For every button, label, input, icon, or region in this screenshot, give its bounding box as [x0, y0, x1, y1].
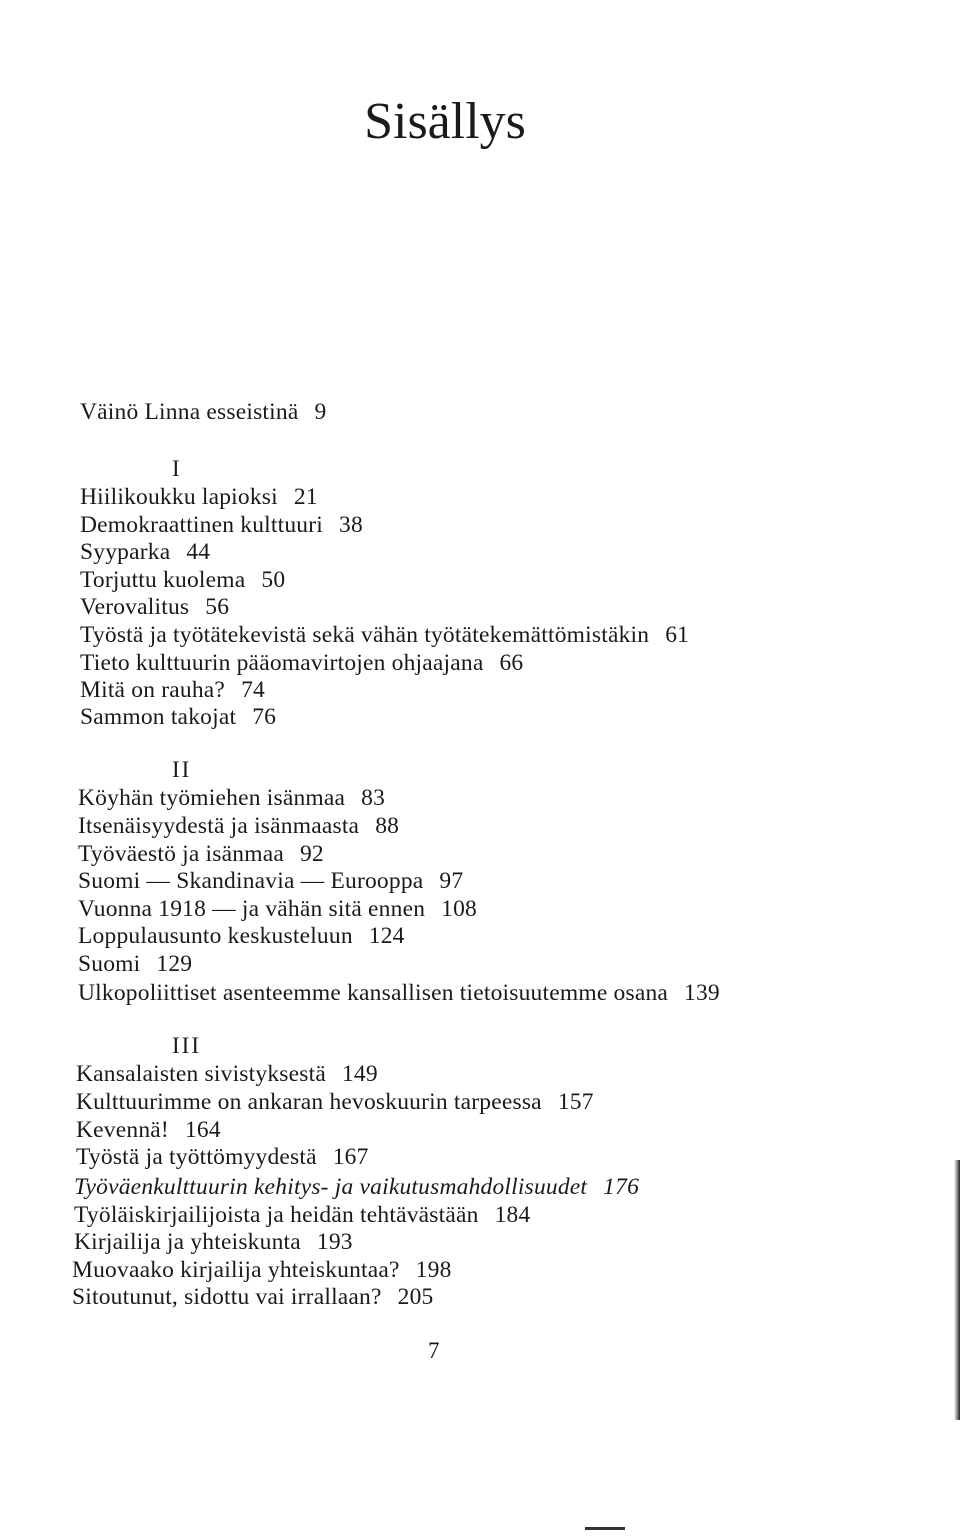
toc-entry-page: 88	[375, 813, 400, 839]
toc-entry-title: Suomi	[78, 951, 141, 977]
toc-entry-title: Työläiskirjailijoista ja heidän tehtävästään	[74, 1202, 479, 1228]
toc-entry	[80, 538, 210, 566]
toc-entry	[80, 703, 276, 731]
page-title: Sisällys	[364, 93, 526, 150]
toc-entry-page: 83	[361, 785, 386, 811]
toc-entry-page: 56	[205, 594, 230, 620]
toc-entry-page: 139	[684, 980, 720, 1006]
section-numeral-ii: II	[172, 757, 192, 782]
toc-entry-title: Köyhän työmiehen isänmaa	[78, 785, 346, 811]
toc-entry-page: 21	[293, 484, 318, 510]
toc-entry-intro	[80, 398, 326, 426]
toc-entry	[80, 483, 318, 511]
toc-entry	[76, 1088, 594, 1116]
toc-entry	[80, 676, 265, 704]
toc-entry-title: Työstä ja työtätekevistä sekä vähän työtätekemättömistäkin	[80, 622, 650, 648]
page-edge-shadow	[954, 1160, 960, 1420]
toc-entry-page: 205	[397, 1284, 434, 1310]
toc-entry-page: 198	[415, 1257, 452, 1283]
toc-entry-title: Itsenäisyydestä ja isänmaasta	[78, 813, 360, 839]
scan-mark	[585, 1527, 625, 1530]
toc-entry-title: Väinö Linna esseistinä	[80, 399, 299, 425]
toc-entry	[76, 1060, 378, 1088]
toc-entry-page: 184	[494, 1202, 531, 1228]
toc-entry-title: Kirjailija ja yhteiskunta	[74, 1229, 301, 1255]
toc-entry-title: Muovaako kirjailija yhteiskuntaa?	[72, 1257, 400, 1283]
toc-entry-title: Kulttuurimme on ankaran hevoskuurin tarpeessa	[76, 1089, 542, 1115]
toc-entry-page: 38	[339, 512, 363, 538]
toc-entry-title: Demokraattinen kulttuuri	[80, 512, 324, 538]
toc-entry-title: Työstä ja työttömyydestä	[76, 1144, 317, 1170]
toc-entry-title: Torjuttu kuolema	[80, 567, 246, 593]
toc-entry-page: 149	[341, 1061, 378, 1087]
toc-entry	[78, 950, 192, 978]
toc-entry-page: 61	[665, 622, 690, 648]
toc-entry-page: 92	[299, 841, 324, 867]
toc-entry-title: Verovalitus	[80, 594, 190, 620]
toc-entry	[76, 1116, 221, 1144]
toc-entry	[78, 867, 463, 895]
toc-entry-title: Työväestö ja isänmaa	[78, 841, 284, 867]
toc-entry-title: Vuonna 1918 — ja vähän sitä ennen	[78, 896, 426, 922]
toc-entry-title: Suomi — Skandinavia — Eurooppa	[78, 868, 424, 894]
toc-entry	[78, 812, 399, 840]
toc-entry	[80, 621, 689, 649]
section-numeral-iii: III	[172, 1033, 201, 1058]
toc-entry	[80, 593, 229, 621]
toc-entry	[72, 1256, 452, 1284]
toc-entry-page: 129	[156, 951, 193, 977]
toc-entry	[80, 649, 523, 677]
toc-entry-title: Hiilikoukku lapioksi	[80, 484, 278, 510]
toc-entry-page: 66	[499, 650, 524, 676]
toc-entry-page: 108	[441, 896, 478, 922]
toc-entry	[78, 784, 385, 812]
toc-entry	[78, 979, 720, 1007]
section-numeral-i: I	[172, 456, 182, 481]
toc-entry-title: Ulkopoliittiset asenteemme kansallisen tietoisuutemme osana	[78, 980, 669, 1006]
toc-entry-page: 124	[368, 923, 405, 949]
toc-entry-title: Mitä on rauha?	[80, 677, 226, 703]
toc-entry-page: 50	[261, 567, 286, 593]
toc-entry-page: 176	[603, 1174, 640, 1200]
toc-entry	[74, 1201, 530, 1229]
toc-entry-page: 193	[316, 1229, 353, 1255]
toc-entry-title: Loppulausunto keskusteluun	[78, 923, 353, 949]
toc-entry	[74, 1228, 353, 1256]
toc-entry-title: Sammon takojat	[80, 704, 237, 730]
page-number: 7	[428, 1338, 440, 1363]
toc-entry	[72, 1283, 434, 1311]
toc-entry-page: 157	[557, 1089, 594, 1115]
toc-entry-italic	[74, 1173, 639, 1201]
toc-entry-title: Työväenkulttuurin kehitys- ja vaikutusmahdollisuudet	[74, 1174, 588, 1200]
toc-entry	[80, 566, 285, 594]
toc-entry	[78, 895, 477, 923]
toc-entry-title: Tieto kulttuurin pääomavirtojen ohjaajana	[80, 650, 484, 676]
toc-entry-title: Kevennä!	[76, 1117, 169, 1143]
toc-entry-title: Syyparka	[80, 539, 171, 565]
toc-entry-page: 9	[314, 399, 327, 425]
toc-entry	[78, 840, 324, 868]
toc-entry-title: Sitoutunut, sidottu vai irrallaan?	[72, 1284, 382, 1310]
toc-entry-page: 76	[252, 704, 277, 730]
toc-entry-page: 97	[439, 868, 464, 894]
toc-entry-page: 44	[186, 539, 211, 565]
toc-entry	[78, 922, 405, 950]
toc-entry	[80, 511, 363, 539]
toc-entry	[76, 1143, 369, 1171]
toc-entry-title: Kansalaisten sivistyksestä	[76, 1061, 326, 1087]
toc-entry-page: 74	[241, 677, 265, 703]
toc-entry-page: 164	[184, 1117, 221, 1143]
toc-entry-page: 167	[332, 1144, 369, 1170]
